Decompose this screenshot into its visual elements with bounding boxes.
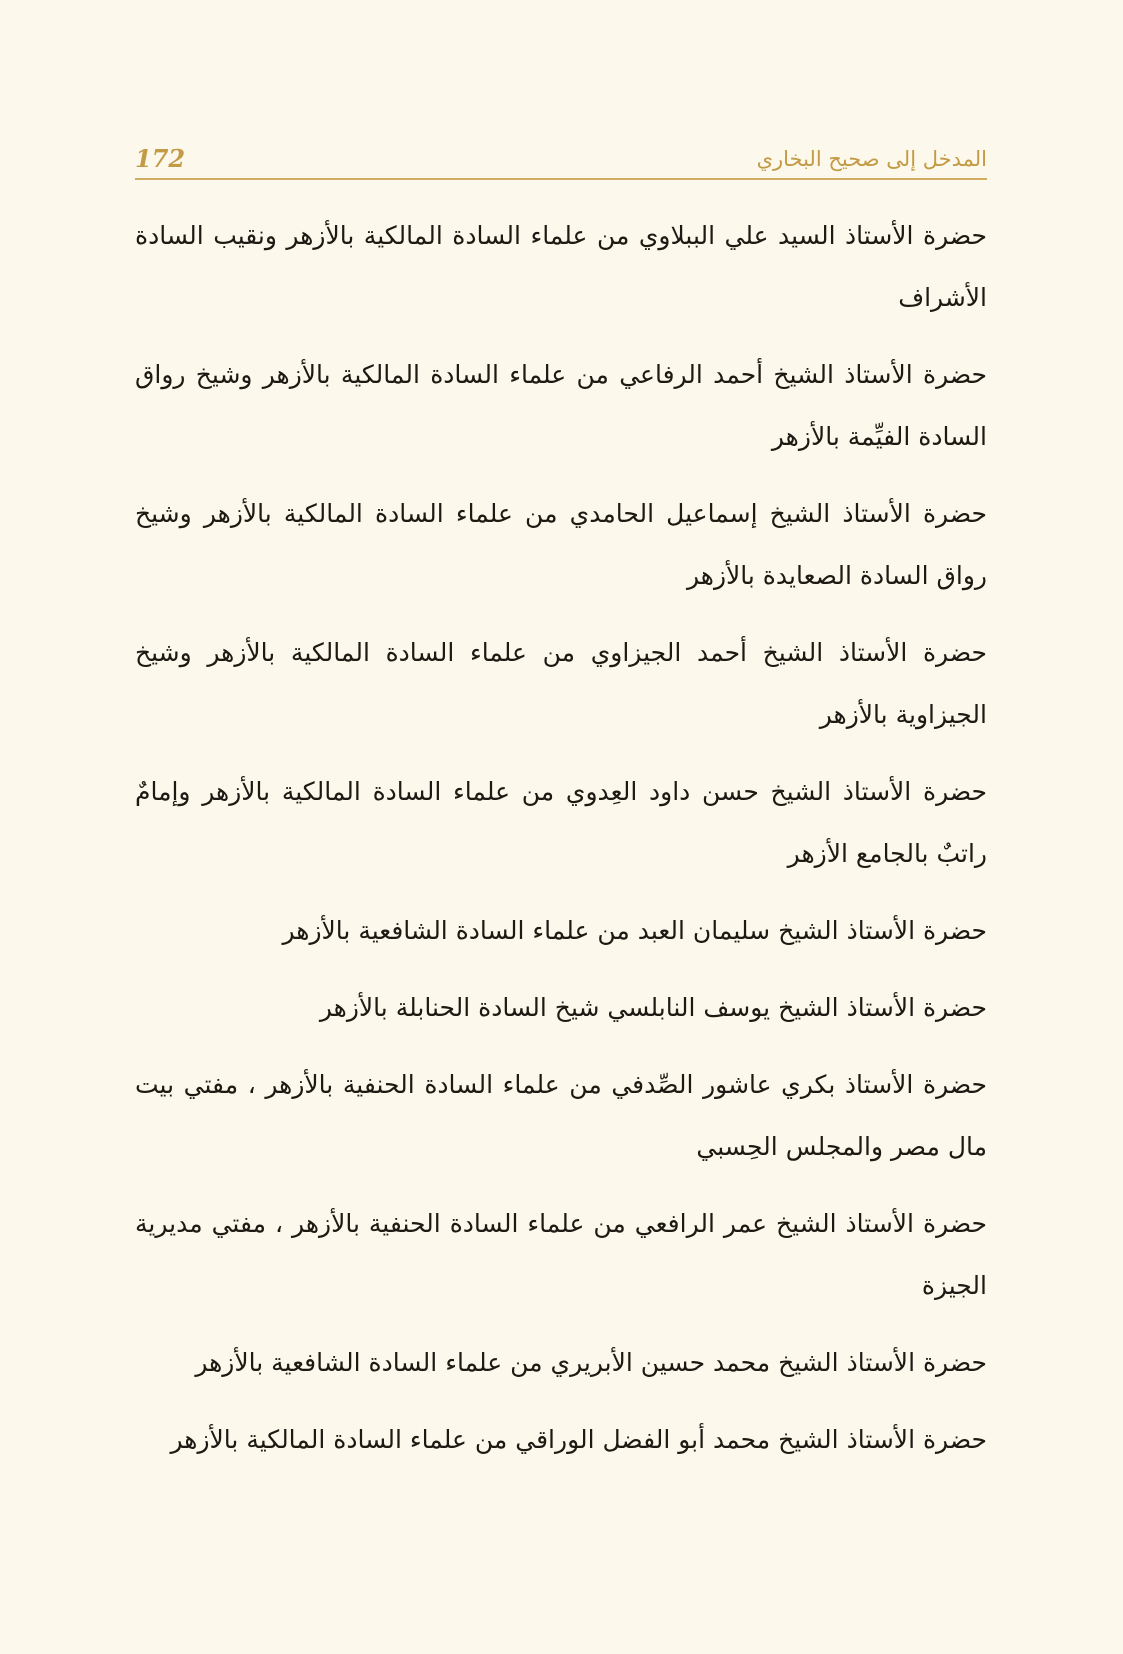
page-header	[135, 138, 987, 180]
list-item: حضرة الأستاذ الشيخ أحمد الجيزاوي من علماء السادة المالكية بالأزهر وشيخ الجيزاوية بالأزهر	[135, 638, 987, 729]
list-item: حضرة الأستاذ الشيخ أحمد الرفاعي من علماء السادة المالكية بالأزهر وشيخ رواق السادة الفيِّمة بالأزهر	[135, 360, 987, 451]
list-item: حضرة الأستاذ الشيخ إسماعيل الحامدي من علماء السادة المالكية بالأزهر وشيخ رواق السادة الصعايدة بالأزهر	[135, 499, 987, 590]
list-item: حضرة الأستاذ الشيخ يوسف النابلسي شيخ السادة الحنابلة بالأزهر	[319, 993, 987, 1022]
list-item: حضرة الأستاذ الشيخ محمد أبو الفضل الوراقي من علماء السادة المالكية بالأزهر	[170, 1425, 987, 1454]
list-item: حضرة الأستاذ الشيخ محمد حسين الأبريري من علماء السادة الشافعية بالأزهر	[195, 1348, 987, 1377]
scholar-list	[135, 205, 987, 1486]
list-item: حضرة الأستاذ بكري عاشور الصِّدفي من علماء السادة الحنفية بالأزهر ، مفتي بيت مال مصر والمجلس الحِسبي	[135, 1070, 987, 1161]
list-item: حضرة الأستاذ الشيخ عمر الرافعي من علماء السادة الحنفية بالأزهر ، مفتي مديرية الجيزة	[135, 1209, 987, 1300]
list-item: حضرة الأستاذ الشيخ سليمان العبد من علماء السادة الشافعية بالأزهر	[282, 916, 987, 945]
header-rule	[135, 178, 987, 180]
list-item: حضرة الأستاذ الشيخ حسن داود العِدوي من علماء السادة المالكية بالأزهر وإمامٌ راتبٌ بالجامع الأزهر	[135, 777, 987, 868]
page-number: 172	[135, 144, 186, 173]
list-item: حضرة الأستاذ السيد علي الببلاوي من علماء السادة المالكية بالأزهر ونقيب السادة الأشراف	[135, 221, 987, 312]
book-page	[135, 0, 987, 1654]
running-title: المدخل إلى صحيح البخاري	[756, 147, 987, 171]
